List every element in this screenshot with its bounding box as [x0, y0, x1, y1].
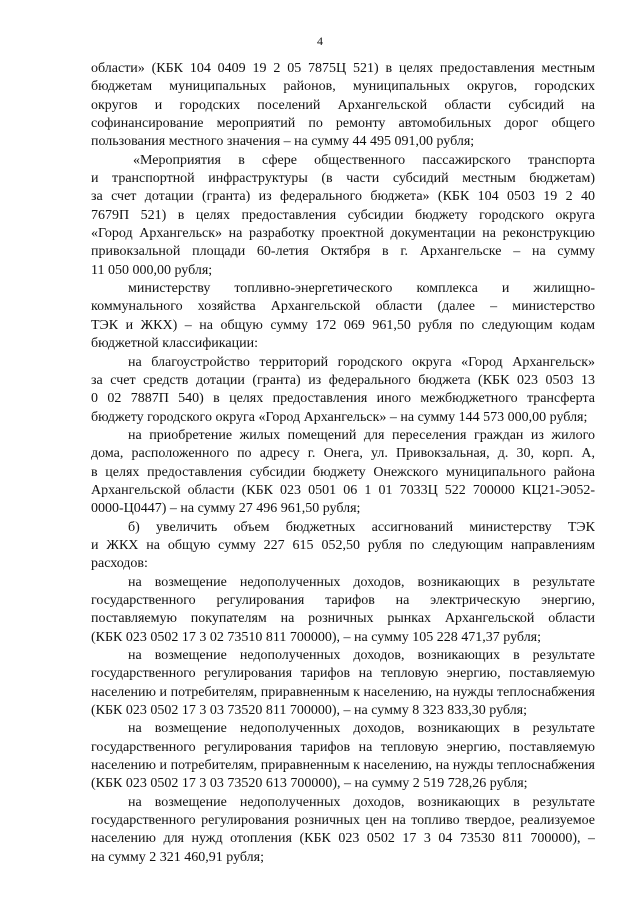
text-line: государственного регулирования тарифов на тепловую энергию, поставляемую — [91, 666, 595, 682]
paragraph — [91, 280, 595, 353]
text-line: б) увеличить объем бюджетных ассигнований министерству ТЭК — [128, 519, 595, 535]
text-line: привокзальной площади 60-летия Октября в г. Архангельске – на сумму — [91, 244, 595, 260]
text-line: и транспортной инфраструктуры (в части субсидий местным бюджетам) — [91, 171, 595, 187]
text-line: на возмещение недополученных доходов, возникающих в результате — [128, 648, 595, 663]
text-line: населению для нужд отопления (КБК 023 0502 17 3 04 73530 811 700000), – — [91, 831, 595, 847]
text-line: государственного регулирования розничных цен на топливо твердое, реализуемое — [91, 813, 595, 829]
text-line: «Город Архангельск» на разработку проектной документации на реконструкцию — [91, 226, 595, 242]
text-line: населению и потребителям, приравненным к населению, на нужды теплоснабжения — [91, 684, 595, 700]
text-line: поставляемую покупателям на розничных рынках Архангельской области — [91, 611, 595, 627]
paragraph — [91, 152, 595, 280]
page-number: 4 — [317, 34, 323, 48]
text-line: на возмещение недополученных доходов, возникающих в результате — [128, 574, 595, 590]
text-line: министерству топливно-энергетического комплекса и жилищно- — [128, 281, 595, 297]
text-line: на благоустройство территорий городского округа «Город Архангельск» — [128, 354, 595, 370]
text-line: на возмещение недополученных доходов, возникающих в результате — [128, 721, 595, 737]
text-line: 0000-Ц0447) – на сумму 27 496 961,50 рубля; — [91, 501, 361, 517]
text-line: пользования местного значения – на сумму 44 495 091,00 рубля; — [91, 134, 475, 150]
text-line: Архангельской области (КБК 023 0501 06 1 01 7033Ц 522 700000 КЦ21-Э052- — [91, 482, 595, 498]
text-line: дома, расположенного по адресу г. Онега, ул. Привокзальная, д. 30, корп. А, — [91, 446, 595, 462]
text-line: бюджету городского округа «Город Архангельск» – на сумму 144 573 000,00 рубля; — [91, 409, 588, 425]
paragraph — [91, 427, 595, 519]
text-line: 0 02 7887П 540) в целях предоставления иного межбюджетного трансферта — [91, 391, 595, 407]
paragraph — [91, 574, 595, 647]
paragraph — [91, 647, 595, 720]
text-line: 7679П 521) в целях предоставления субсидии бюджету городского округа — [91, 207, 595, 223]
text-line: ТЭК и ЖКХ) – на общую сумму 172 069 961,50 рубля по следующим кодам — [91, 317, 595, 333]
text-line: за счет средств дотации (гранта) из федерального бюджета (КБК 023 0503 13 — [91, 372, 595, 388]
paragraph — [91, 60, 595, 152]
text-line: «Мероприятия в сфере общественного пассажирского транспорта — [133, 152, 595, 168]
text-line: на приобретение жилых помещений для переселения граждан из жилого — [128, 427, 595, 443]
text-line: области» (КБК 104 0409 19 2 05 7875Ц 521) в целях предоставления местным — [91, 61, 595, 76]
paragraph — [91, 720, 595, 793]
text-line: государственного регулирования тарифов на тепловую энергию, поставляемую — [91, 739, 595, 755]
document-body — [91, 60, 595, 867]
text-line: коммунального хозяйства Архангельской области (далее – министерство — [91, 299, 595, 315]
text-line: бюджетной классификации: — [91, 336, 258, 352]
text-line: на сумму 2 321 460,91 рубля; — [91, 849, 264, 865]
paragraph — [91, 794, 595, 867]
text-line: расходов: — [91, 556, 148, 572]
paragraph — [91, 519, 595, 574]
paragraph — [91, 354, 595, 427]
text-line: на возмещение недополученных доходов, возникающих в результате — [128, 794, 595, 810]
text-line: (КБК 023 0502 17 3 02 73510 811 700000), – на сумму 105 228 471,37 рубля; — [91, 629, 542, 645]
text-line: населению и потребителям, приравненным к населению, на нужды теплоснабжения — [91, 758, 595, 774]
text-line: и ЖКХ на общую сумму 227 615 052,50 рубля по следующим направлениям — [91, 537, 595, 553]
text-line: за счет дотации (гранта) из федерального бюджета» (КБК 104 0503 19 2 40 — [91, 189, 595, 205]
text-line: в целях предоставления субсидии бюджету Онежского муниципального района — [91, 464, 595, 480]
text-line: (КБК 023 0502 17 3 03 73520 613 700000), – на сумму 2 519 728,26 рубля; — [91, 776, 528, 792]
text-line: софинансирование мероприятий по ремонту автомобильных дорог общего — [91, 116, 595, 132]
text-line: 11 050 000,00 рубля; — [91, 262, 213, 278]
text-line: округов и городских поселений Архангельской области субсидий на — [91, 97, 595, 113]
text-line: государственного регулирования тарифов на электрическую энергию, — [91, 592, 595, 608]
text-line: бюджетам муниципальных районов, муниципальных округов, городских — [91, 79, 595, 95]
text-line: (КБК 023 0502 17 3 03 73520 811 700000), – на сумму 8 323 833,30 рубля; — [91, 703, 528, 719]
